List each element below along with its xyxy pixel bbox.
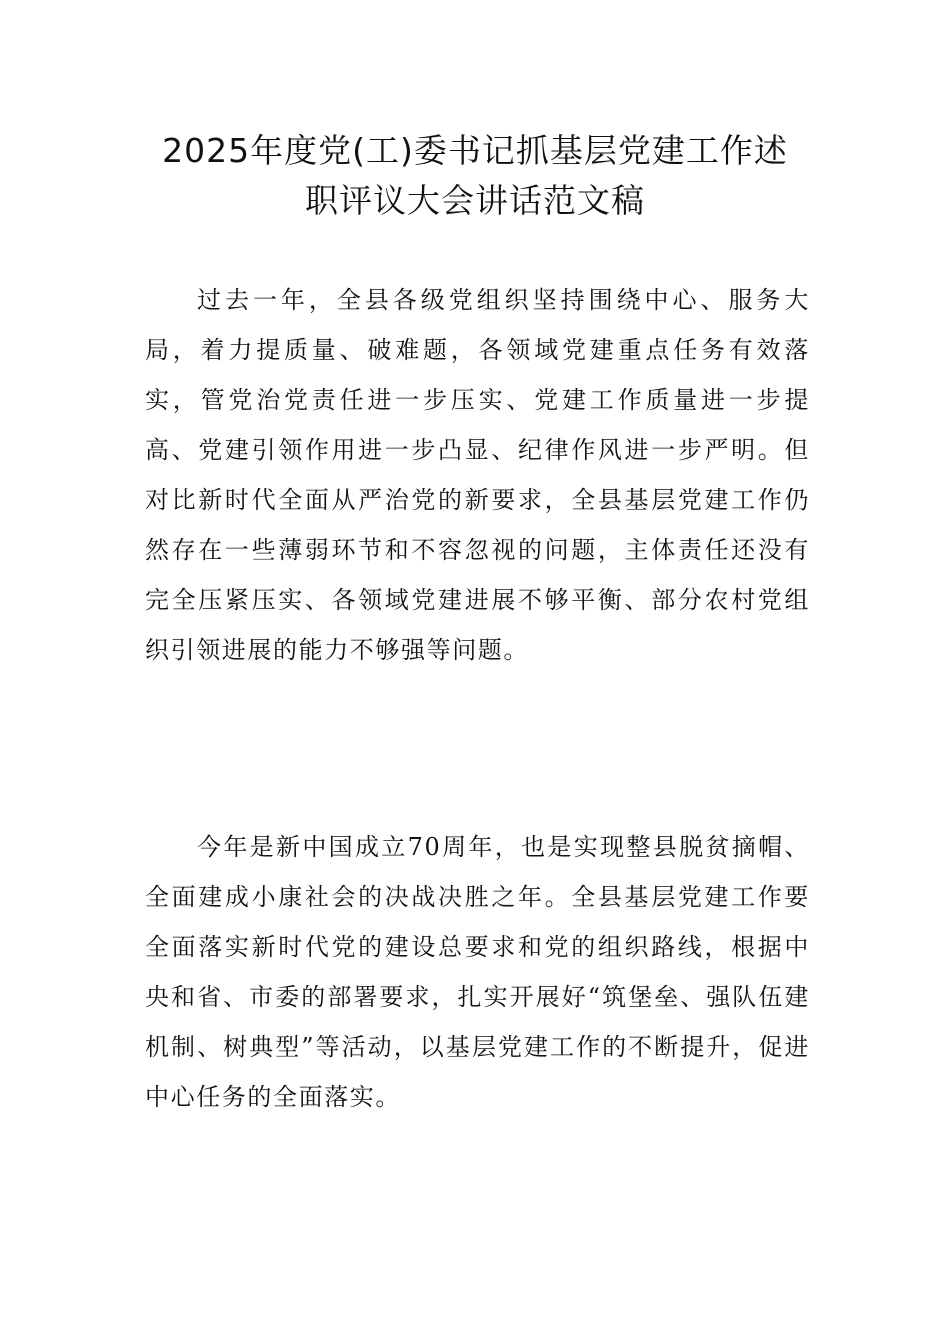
document-title <box>0 126 950 226</box>
body-paragraph-2: 今年是新中国成立70周年，也是实现整县脱贫摘帽、全面建成小康社会的决战决胜之年。全县基层党建工作要全面落实新时代党的建设总要求和党的组织路线，根据中央和省、市委的部署要求，扎实开展好“筑堡垒、强队伍建机制、树典型”等活动，以基层党建工作的不断提升，促进中心任务的全面落实。 <box>145 833 810 1111</box>
title-line-1: 2025年度党(工)委书记抓基层党建工作述 <box>162 131 788 170</box>
title-line-2: 职评议大会讲话范文稿 <box>305 181 645 220</box>
body-paragraph-1: 过去一年，全县各级党组织坚持围绕中心、服务大局，着力提质量、破难题，各领域党建重点任务有效落实，管党治党责任进一步压实、党建工作质量进一步提高、党建引领作用进一步凸显、纪律作风进一步严明。但对比新时代全面从严治党的新要求，全县基层党建工作仍然存在一些薄弱环节和不容忽视的问题，主体责任还没有完全压紧压实、各领域党建进展不够平衡、部分农村党组织引领进展的能力不够强等问题。 <box>145 286 810 664</box>
